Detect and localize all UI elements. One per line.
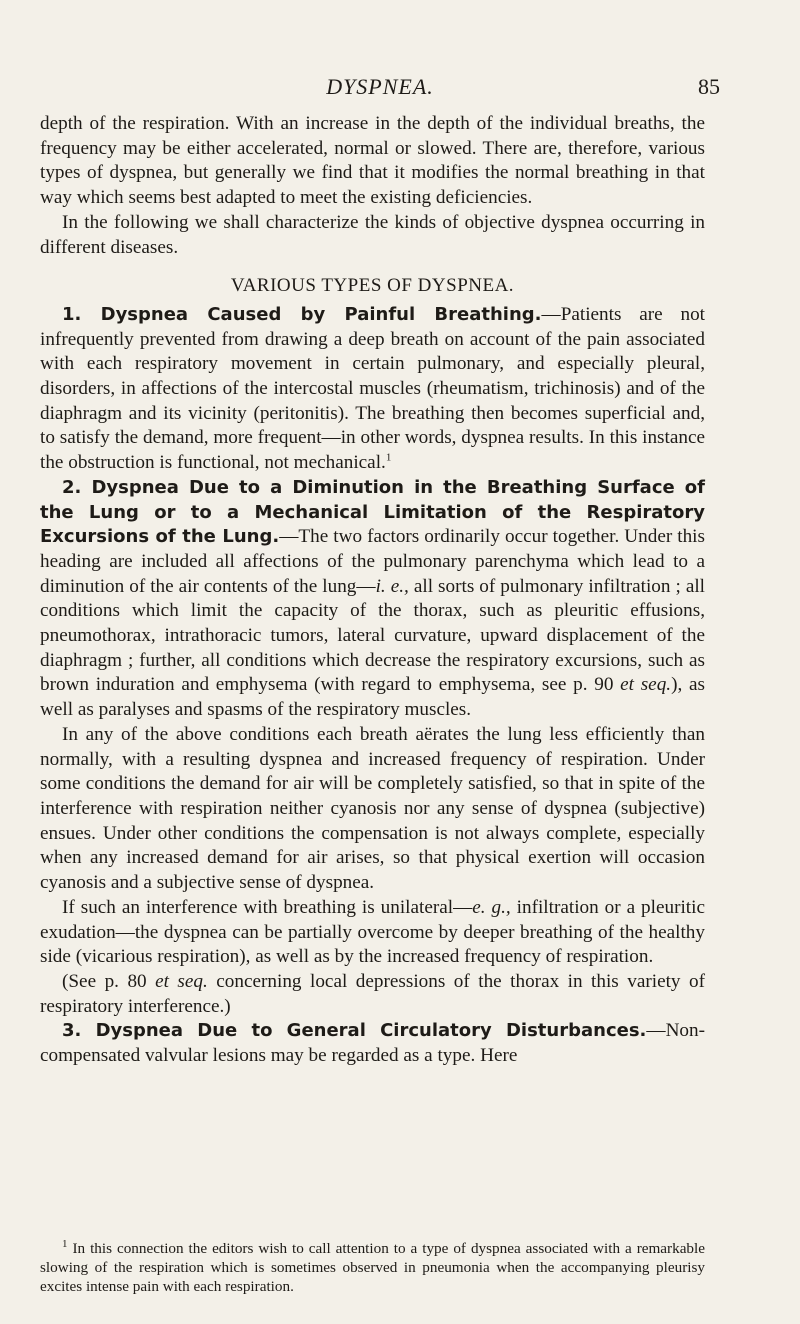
- paragraph-text: —Patients are not infrequently prevented from drawing a deep breath on account of the pain associated with each respiratory movement in certain pulmonary, and especially pleural, disorders, in affections of the intercostal muscles (rheumatism, trichinosis) and of the diaphragm and its vicinity (peritonitis). The breathing then becomes superficial and, to satisfy the demand, more frequent—in other words, dyspnea results. In this instance the obstruction is functional, not mechanical.: [40, 303, 705, 474]
- paragraph-type-1: [40, 303, 705, 476]
- paragraph-text: infiltration or a pleuritic exudation—the dyspnea can be partially overcome by deeper breathing of the healthy side (vicarious respiration), as well as by the increased frequency of respiration.: [40, 896, 705, 968]
- paragraph-text: all sorts of pulmonary infiltration ; all conditions which limit the capacity of the thorax, such as pleuritic effusions, pneumothorax, intrathoracic tumors, lateral curvature, upward displacement of the diaphragm ; further, all conditions which decrease the respiratory excursions, such as brown induration and emphysema (with regard to emphysema, see p. 90: [40, 575, 705, 696]
- paragraph-text: (See p. 80: [62, 970, 156, 992]
- running-title: DYSPNEA.: [326, 74, 434, 99]
- paragraph: [40, 970, 705, 1019]
- section-heading: VARIOUS TYPES OF DYSPNEA.: [230, 275, 515, 297]
- paragraph: [40, 896, 705, 970]
- italic-abbrev: et seq.: [620, 674, 672, 696]
- paragraph-text: concerning local depressions of the thorax in this variety of respiratory interference.): [40, 970, 705, 1017]
- paragraph-text: ), as well as paralyses and spasms of the respiratory muscles.: [40, 674, 705, 721]
- italic-abbrev: e. g.,: [472, 896, 511, 918]
- footnote-body: In this connection the editors wish to call attention to a type of dyspnea associated with a remarkable slowing of the respiration which is sometimes observed in pneumonia when the accompanying pleurisy excites intense pain with each respiration.: [40, 1240, 705, 1296]
- italic-abbrev: et seq.: [155, 970, 208, 992]
- paragraph: In any of the above conditions each breath aërates the lung less efficiently than normally, with a resulting dyspnea and increased frequency of respiration. Under some conditions the demand for air will be completely satisfied, so that in spite of the interference with respiration neither cyanosis nor any sense of dyspnea (subjective) ensues. Under other conditions the compensation is not always complete, especially when any increased demand for air arises, so that physical exertion will occasion cyanosis and a subjective sense of dyspnea.: [40, 723, 705, 894]
- subsection-heading: 3. Dyspnea Due to General Circulatory Disturbances.: [62, 1020, 647, 1042]
- subsection-heading: 2. Dyspnea Due to a Diminution in the Breathing Surface of the Lung or to a Mechanical Limitation of the Respiratory Excursions of the Lung.: [40, 476, 705, 548]
- paragraph: In the following we shall characterize the kinds of objective dyspnea occurring in different diseases.: [40, 211, 705, 258]
- paragraph-type-3: [40, 1019, 705, 1068]
- paragraph-text: —The two factors ordinarily occur together. Under this heading are included all affections of the pulmonary parenchyma which lead to a diminution of the air contents of the lung—: [40, 526, 705, 597]
- page-header: [40, 74, 720, 104]
- paragraph-text: If such an interference with breathing is unilateral—: [62, 896, 473, 918]
- paragraph-type-2: [40, 476, 705, 723]
- paragraph: depth of the respiration. With an increase in the depth of the individual breaths, the frequency may be either accelerated, normal or slowed. There are, therefore, various types of dyspnea, but generally we find that it modifies the normal breathing in that way which seems best adapted to meet the existing deficiencies.: [40, 113, 705, 209]
- footnote: [40, 1239, 705, 1297]
- italic-abbrev: i. e.,: [375, 575, 409, 597]
- paragraph-text: —Non-compensated valvular lesions may be regarded as a type. Here: [40, 1020, 705, 1067]
- footnote-marker: 1: [62, 1237, 68, 1250]
- page-number: 85: [698, 74, 720, 99]
- footnote-ref: 1: [385, 451, 392, 464]
- footnote-text: [40, 1239, 705, 1297]
- body-text: [40, 112, 705, 1069]
- subsection-heading: 1. Dyspnea Caused by Painful Breathing.: [62, 303, 542, 325]
